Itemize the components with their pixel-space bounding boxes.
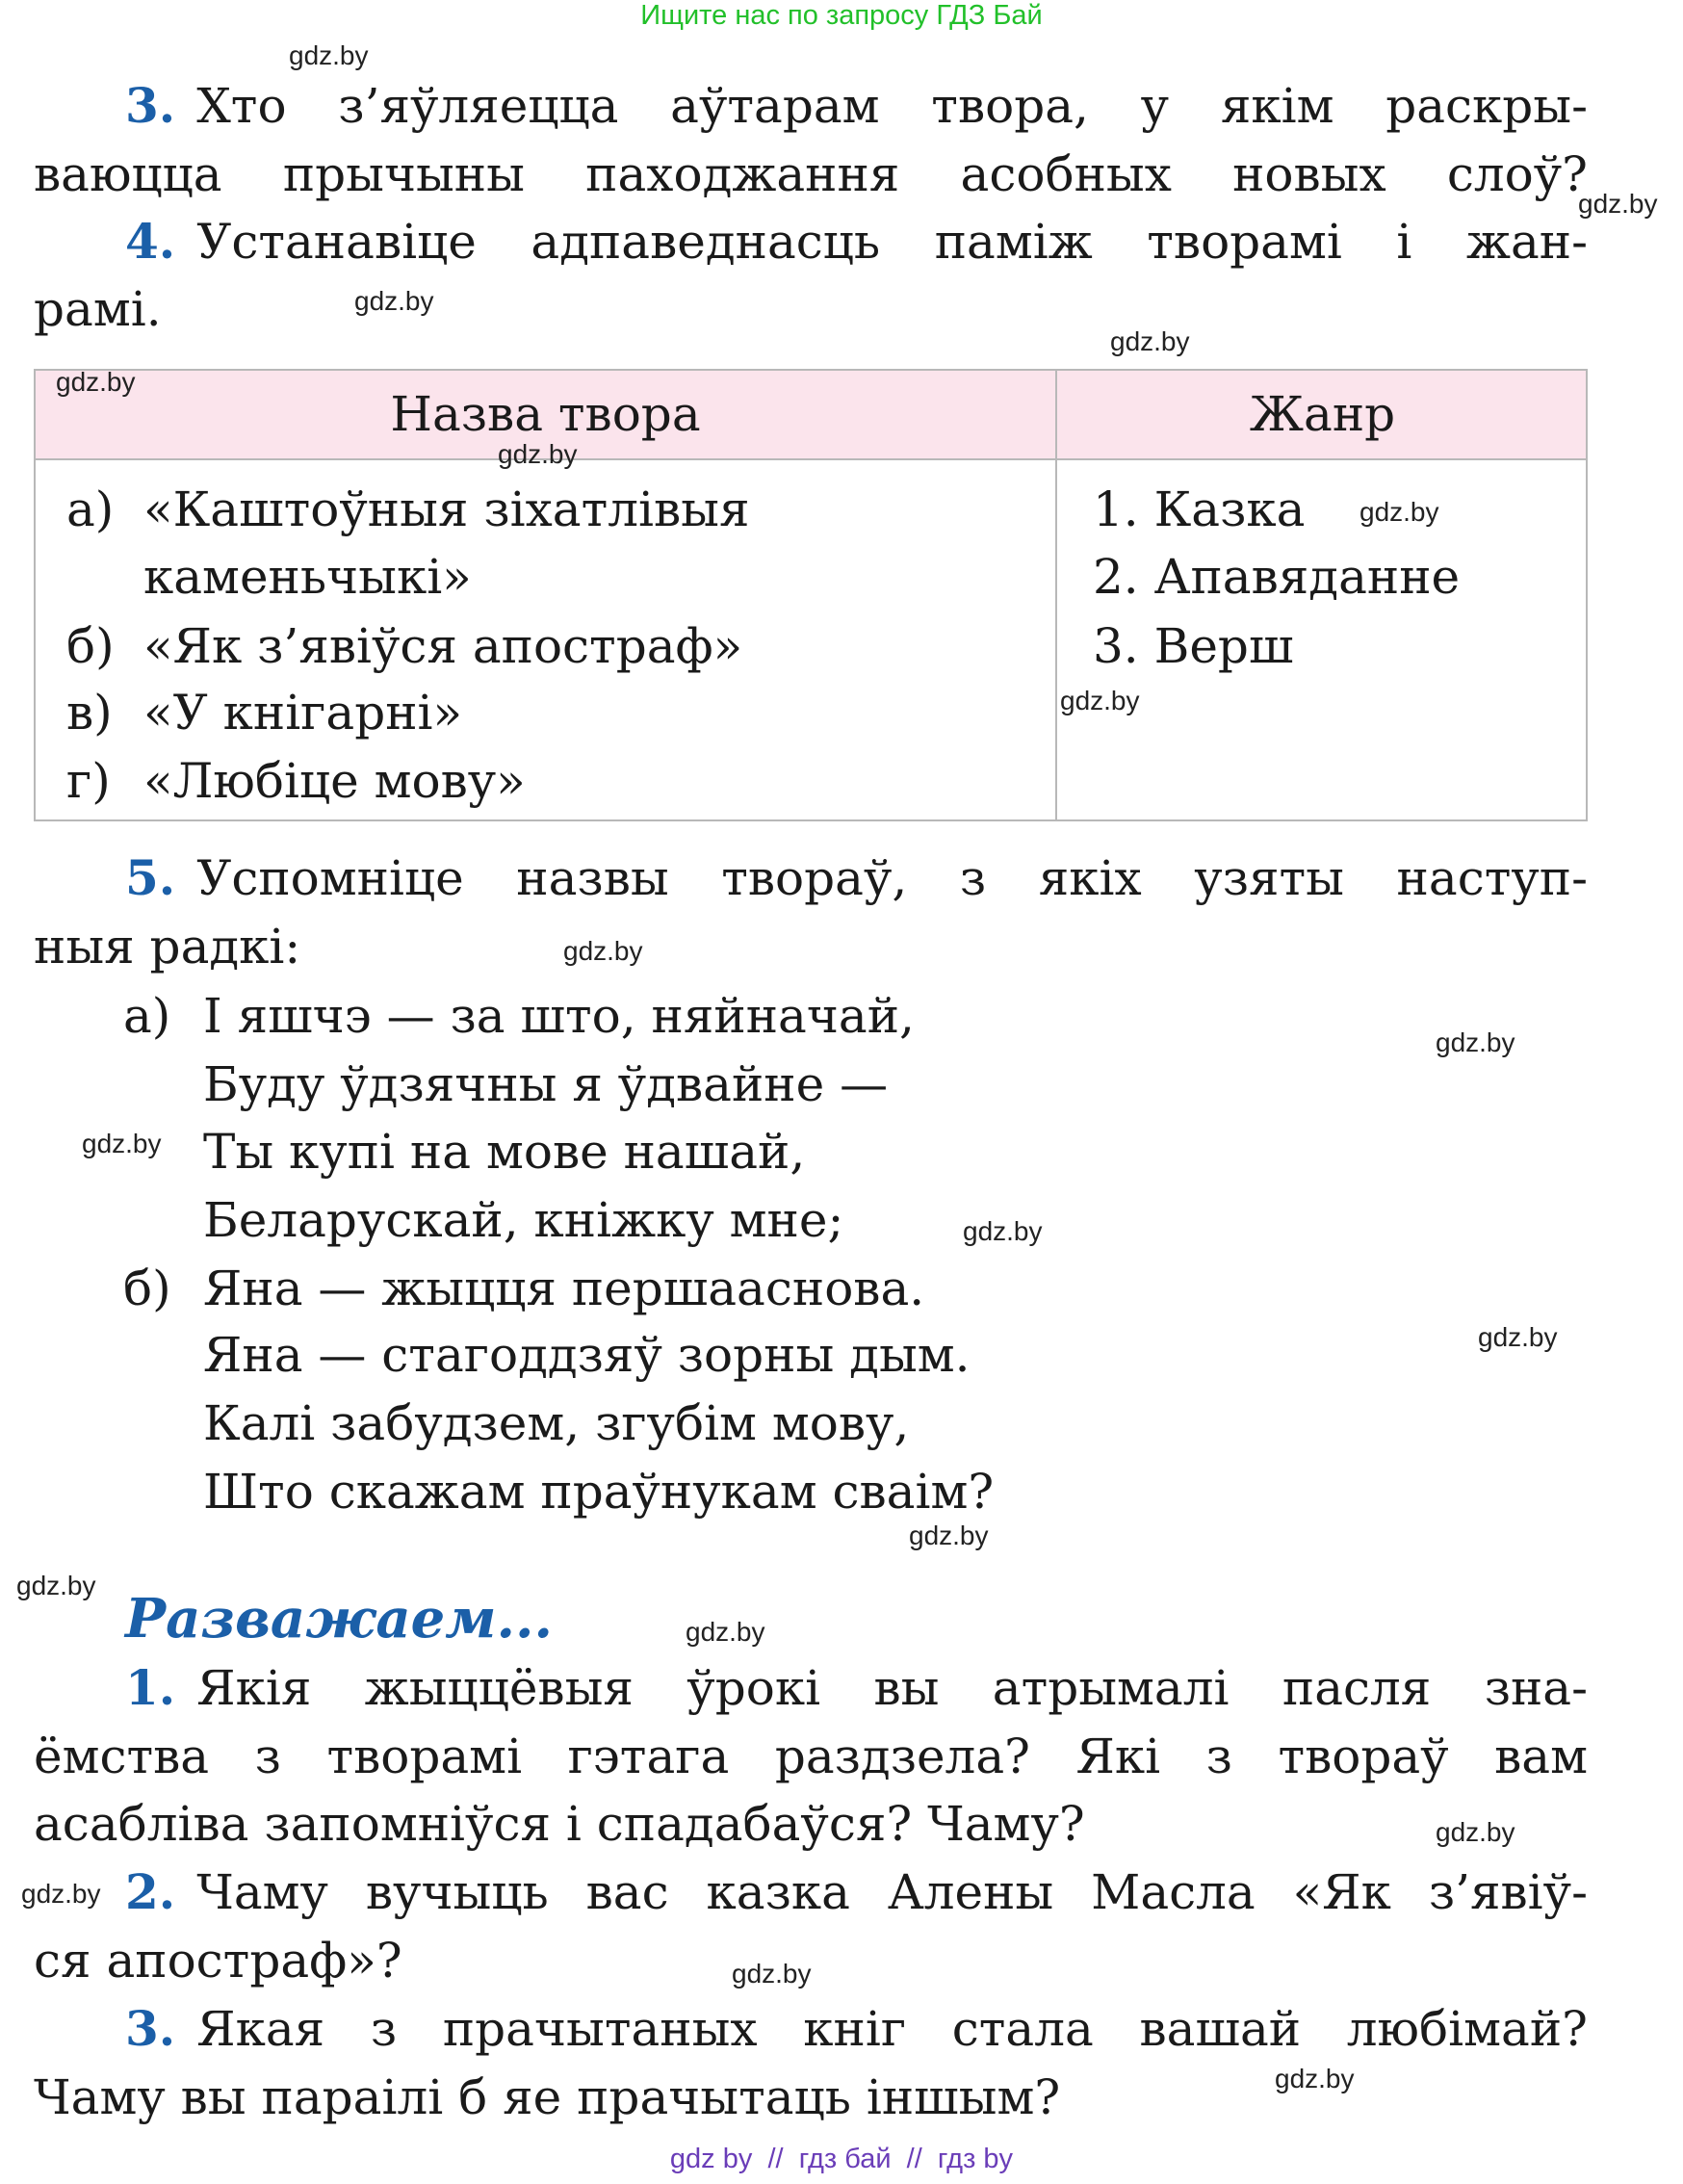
question-3-line-1: [125, 71, 1588, 141]
discussion-1-line-1: [125, 1653, 1588, 1723]
discussion-3-line-2: Чаму вы параілі б яе прачытаць іншым?: [34, 2069, 1061, 2125]
discussion-1-line-3: асабліва запомніўся і спадабаўся? Чаму?: [34, 1796, 1085, 1852]
work-title: «Каштоўныя зіхатлівыя: [143, 481, 750, 537]
poem-label: а): [123, 988, 171, 1044]
watermark: gdz.by: [563, 936, 643, 966]
question-number: 5.: [125, 849, 176, 906]
work-title: «У кнігарні»: [143, 685, 463, 741]
question-4-line-2: рамі.: [34, 281, 162, 337]
question-number: 4.: [125, 213, 176, 270]
watermark: gdz.by: [686, 1617, 765, 1647]
column-header-title: Назва твора: [390, 386, 701, 442]
question-4-line-1: [125, 207, 1588, 276]
poem-line: Буду ўдзячны я ўдвайне —: [203, 1056, 889, 1112]
watermark: gdz.by: [498, 439, 578, 469]
watermark: gdz.by: [963, 1216, 1043, 1246]
question-5-line-2: ныя радкі:: [34, 919, 301, 975]
poem-line: Беларускай, кніжку мне;: [203, 1192, 844, 1248]
poem-line: Што скажам праўнукам сваім?: [203, 1464, 995, 1520]
discussion-2-line-2: ся апостраф»?: [34, 1933, 402, 1989]
question-text: Якія жыццёвыя ўрокі вы атрымалі пасля зна-: [196, 1660, 1588, 1716]
question-number: 3.: [125, 2000, 176, 2057]
poem-line: Ты купі на мове нашай,: [203, 1124, 806, 1180]
question-text: Якая з прачытаных кніг стала вашай любімай?: [196, 2001, 1588, 2057]
watermark: gdz.by: [1275, 2064, 1355, 2093]
watermark: gdz.by: [1359, 497, 1439, 527]
poem-line: І яшчэ — за што, няйначай,: [203, 988, 915, 1044]
watermark: gdz.by: [16, 1571, 96, 1600]
poem-line: Яна — стагоддзяў зорны дым.: [203, 1327, 971, 1383]
question-number: 3.: [125, 77, 176, 134]
genre-item: 3. Верш: [1093, 618, 1294, 674]
watermark: gdz.by: [56, 367, 136, 397]
watermark: gdz.by: [1478, 1322, 1558, 1352]
poem-label: б): [123, 1261, 171, 1316]
question-text: Хто з’яўляецца аўтарам твора, у якім раскры-: [196, 78, 1588, 134]
poem-line: Яна — жыцця першааснова.: [203, 1261, 925, 1316]
genre-item: 1. Казка: [1093, 481, 1306, 537]
watermark: gdz.by: [1436, 1027, 1515, 1057]
search-banner: Ищите нас по запросу ГДЗ Бай: [640, 0, 1043, 31]
work-title: каменьчыкі»: [143, 549, 472, 605]
work-label: г): [66, 753, 111, 809]
work-label: а): [66, 481, 115, 537]
work-title: «Любіце мову»: [143, 753, 526, 809]
genre-item: 2. Апавяданне: [1093, 549, 1461, 605]
question-3-line-2: ваюцца прычыны паходжання асобных новых слоў?: [34, 146, 1588, 202]
watermark: gdz.by: [289, 40, 369, 70]
poem-line: Калі забудзем, згубім мову,: [203, 1395, 910, 1451]
question-number: 1.: [125, 1659, 176, 1716]
discussion-1-line-2: ёмства з творамі гэтага раздзела? Які з твораў вам: [34, 1729, 1588, 1784]
work-title: «Як з’явіўся апостраф»: [143, 618, 743, 674]
question-text: Чаму вучыць вас казка Алены Масла «Як з’явіў-: [196, 1864, 1588, 1920]
watermark: gdz.by: [1436, 1817, 1515, 1847]
work-label: в): [66, 685, 113, 741]
watermark: gdz.by: [21, 1879, 101, 1909]
question-text: Успомніце назвы твораў, з якіх узяты наступ-: [196, 850, 1588, 906]
watermark: gdz.by: [1110, 326, 1190, 356]
watermark: gdz.by: [1578, 189, 1658, 219]
work-label: б): [66, 618, 115, 674]
matching-table: [34, 369, 1588, 821]
watermark: gdz.by: [1060, 686, 1140, 715]
watermark: gdz.by: [82, 1129, 162, 1158]
footer-links: gdz by // гдз бай // гдз by: [669, 2144, 1014, 2174]
watermark: gdz.by: [354, 286, 434, 316]
question-5-line-1: [125, 844, 1588, 913]
watermark: gdz.by: [909, 1521, 989, 1550]
question-number: 2.: [125, 1863, 176, 1920]
watermark: gdz.by: [732, 1959, 812, 1989]
section-heading: Разважаем...: [125, 1587, 553, 1651]
question-text: Устанавіце адпаведнасць паміж творамі і жан-: [196, 214, 1588, 270]
discussion-3-line-1: [125, 1994, 1588, 2064]
column-header-genre: Жанр: [1249, 386, 1396, 442]
discussion-2-line-1: [125, 1858, 1588, 1927]
